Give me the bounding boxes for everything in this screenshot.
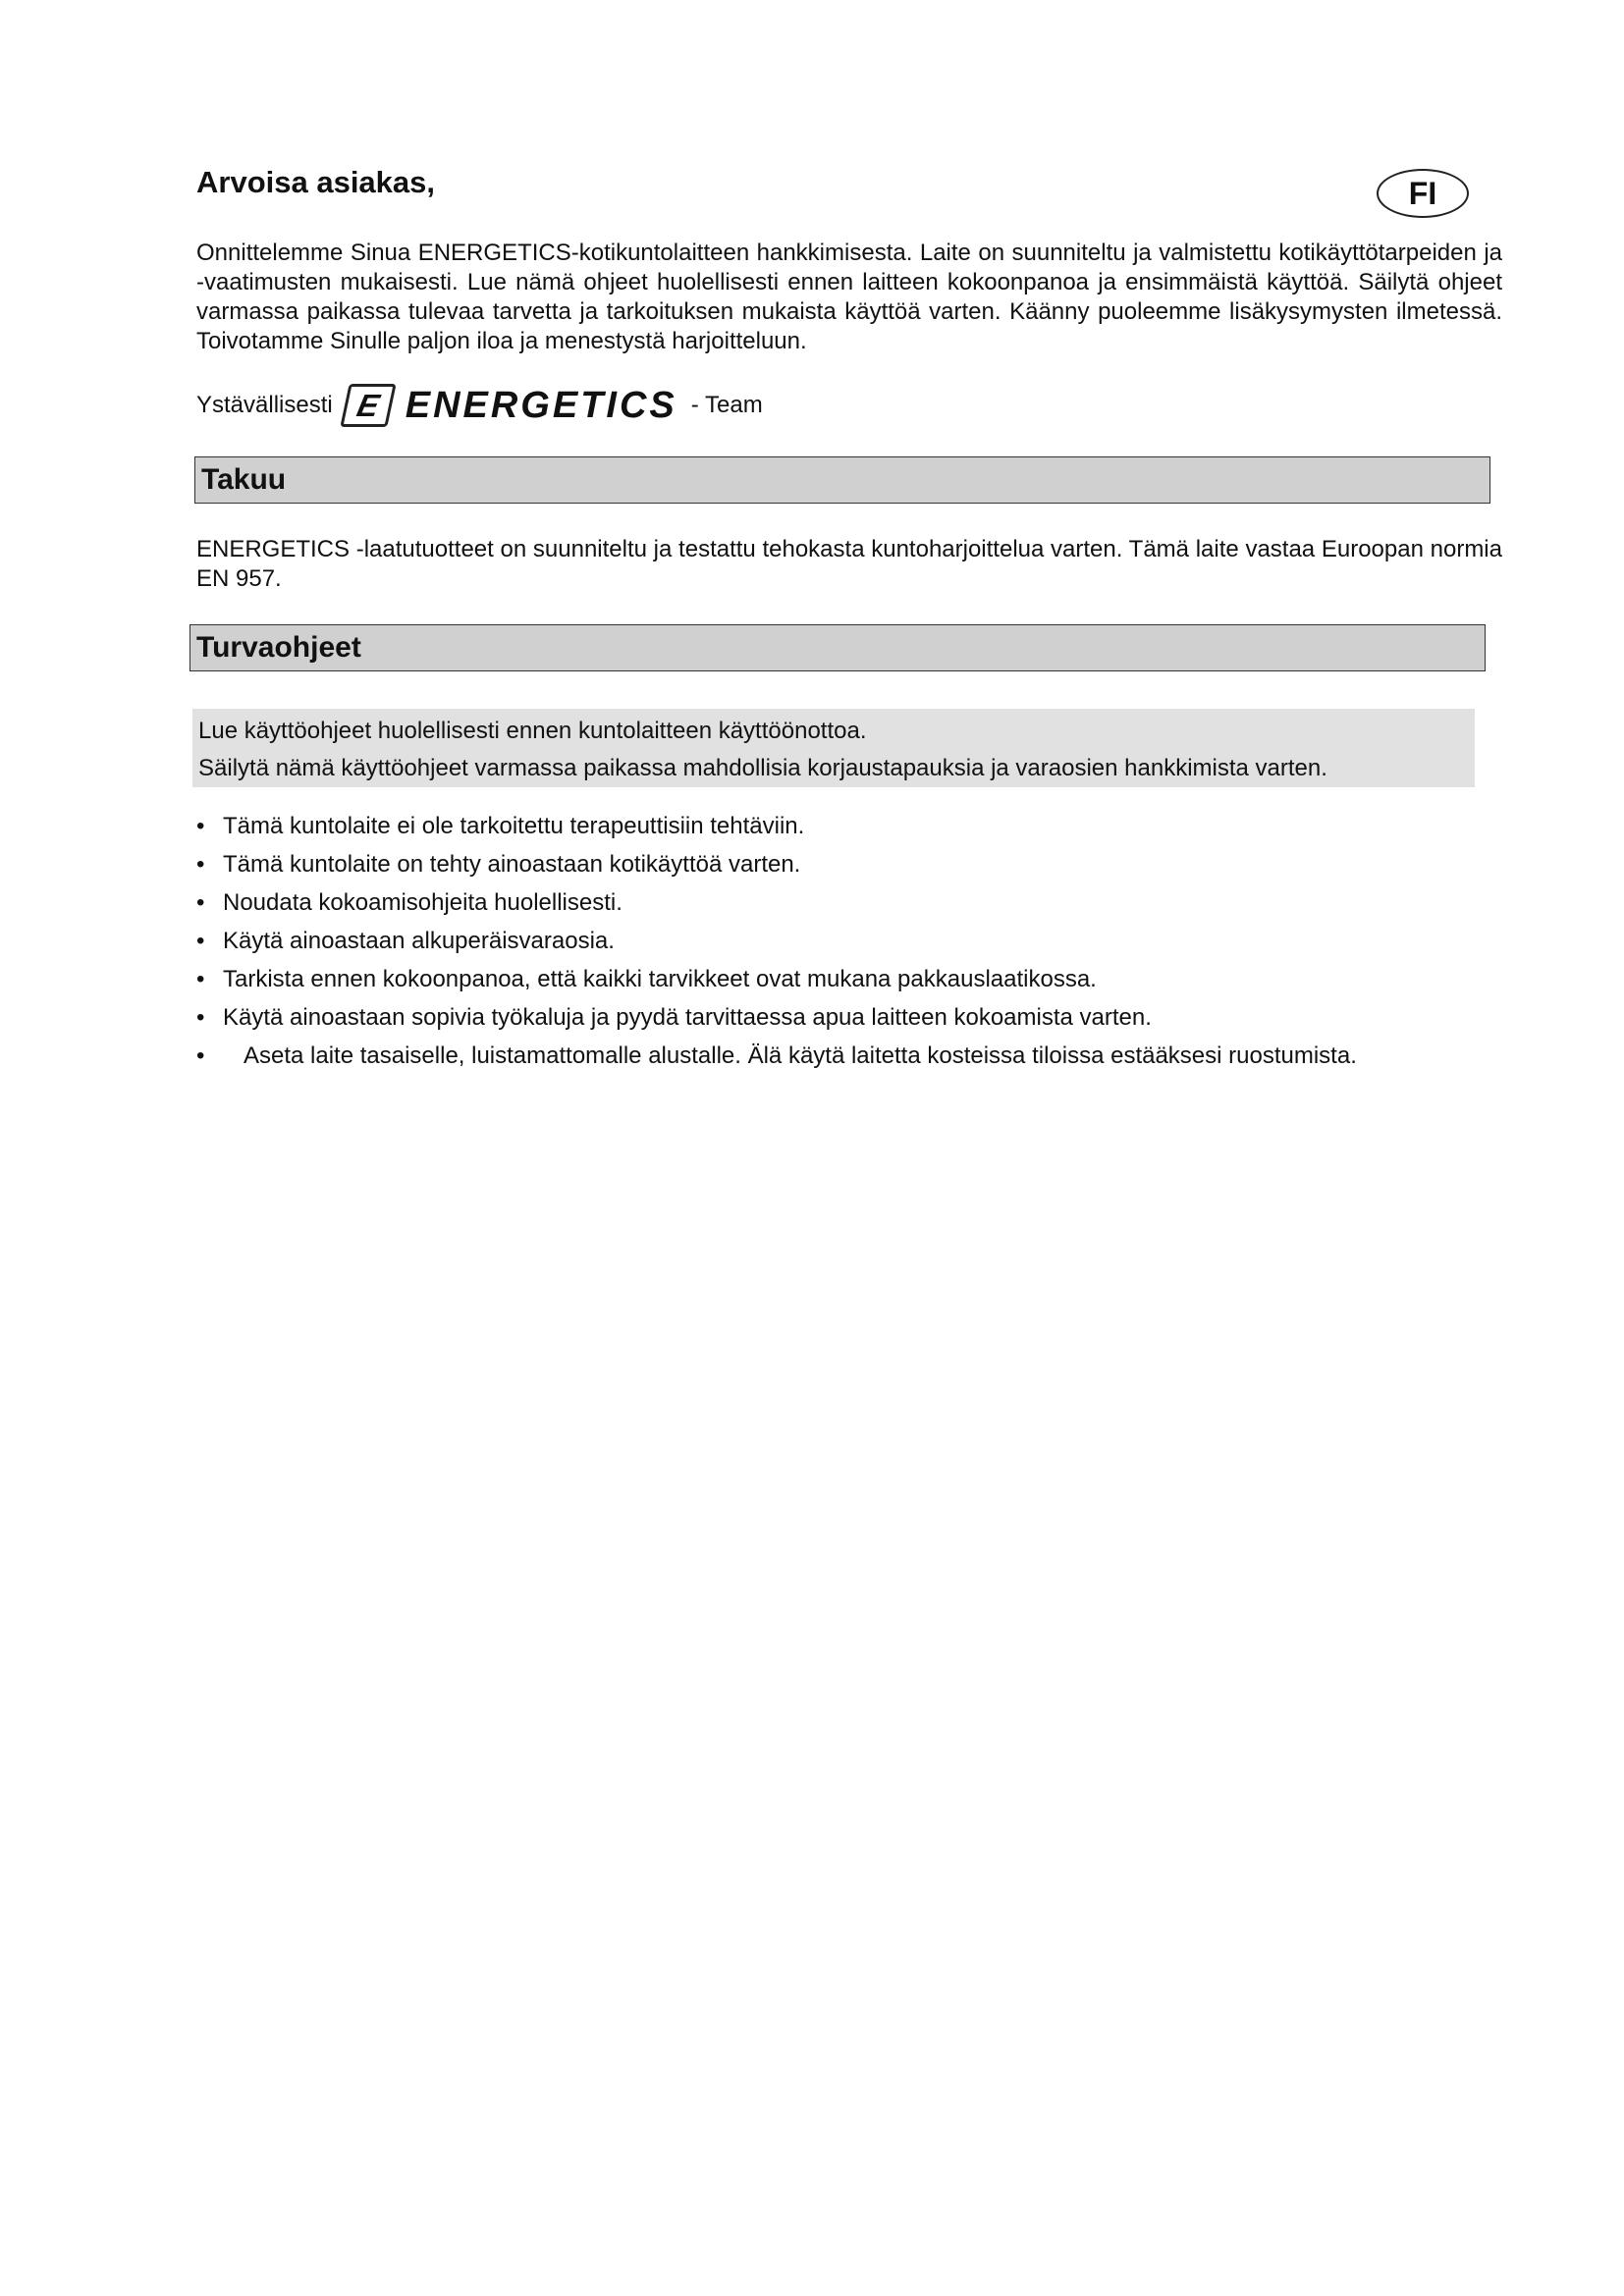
takuu-text: ENERGETICS -laatutuotteet on suunniteltu ja testattu tehokasta kuntoharjoittelua varten. Tämä laite vastaa Euroopan normia EN 957. — [196, 536, 1502, 592]
turvaohjeet-heading: Turvaohjeet — [189, 624, 1486, 671]
safety-notice — [192, 709, 1475, 787]
logo-wordmark: ENERGETICS — [405, 384, 677, 426]
language-badge: FI — [1377, 169, 1469, 218]
list-item: • Käytä ainoastaan sopivia työkaluja ja pyydä tarvittaessa apua laitteen kokoamista varten. — [196, 998, 1492, 1037]
greeting-heading: Arvoisa asiakas, — [196, 165, 436, 199]
list-item: • Tarkista ennen kokoonpanoa, että kaikki tarvikkeet ovat mukana pakkauslaatikossa. — [196, 960, 1492, 998]
takuu-heading: Takuu — [194, 456, 1490, 504]
list-item: • Käytä ainoastaan alkuperäisvaraosia. — [196, 922, 1492, 960]
notice-line: Säilytä nämä käyttöohjeet varmassa paikassa mahdollisia korjaustapauksia ja varaosien hankkimista varten. — [198, 755, 1327, 781]
intro-paragraph: Onnittelemme Sinua ENERGETICS-kotikuntolaitteen hankkimisesta. Laite on suunniteltu ja valmistettu kotikäyttötarpeiden ja -vaatimusten mukaisesti. Lue nämä ohjeet huolellisesti ennen laitteen kokoonpanoa ja ensimmäistä käyttöä. Säilytä ohjeet varmassa paikassa tulevaa tarvetta ja tarkoituksen mukaista käyttöä varten. Käänny puoleemme lisäkysymysten ilmetessä. Toivotamme Sinulle paljon iloa ja menestystä harjoitteluun. — [196, 240, 1502, 354]
energetics-logo — [345, 384, 677, 427]
list-item: • Tämä kuntolaite on tehty ainoastaan kotikäyttöä varten. — [196, 845, 1492, 883]
list-item: • Aseta laite tasaiselle, luistamattomalle alustalle. Älä käytä laitetta kosteissa tiloissa estääksesi ruostumista. — [196, 1037, 1492, 1075]
signoff — [196, 381, 763, 430]
signoff-suffix: - Team — [690, 392, 763, 418]
signoff-prefix: Ystävällisesti — [196, 392, 333, 418]
list-item: • Noudata kokoamisohjeita huolellisesti. — [196, 883, 1492, 922]
notice-line: Lue käyttöohjeet huolellisesti ennen kuntolaitteen käyttöönottoa. — [198, 718, 867, 744]
safety-list — [196, 807, 1492, 1075]
logo-mark-icon: E — [340, 384, 396, 427]
list-item: • Tämä kuntolaite ei ole tarkoitettu terapeuttisiin tehtäviin. — [196, 807, 1492, 845]
